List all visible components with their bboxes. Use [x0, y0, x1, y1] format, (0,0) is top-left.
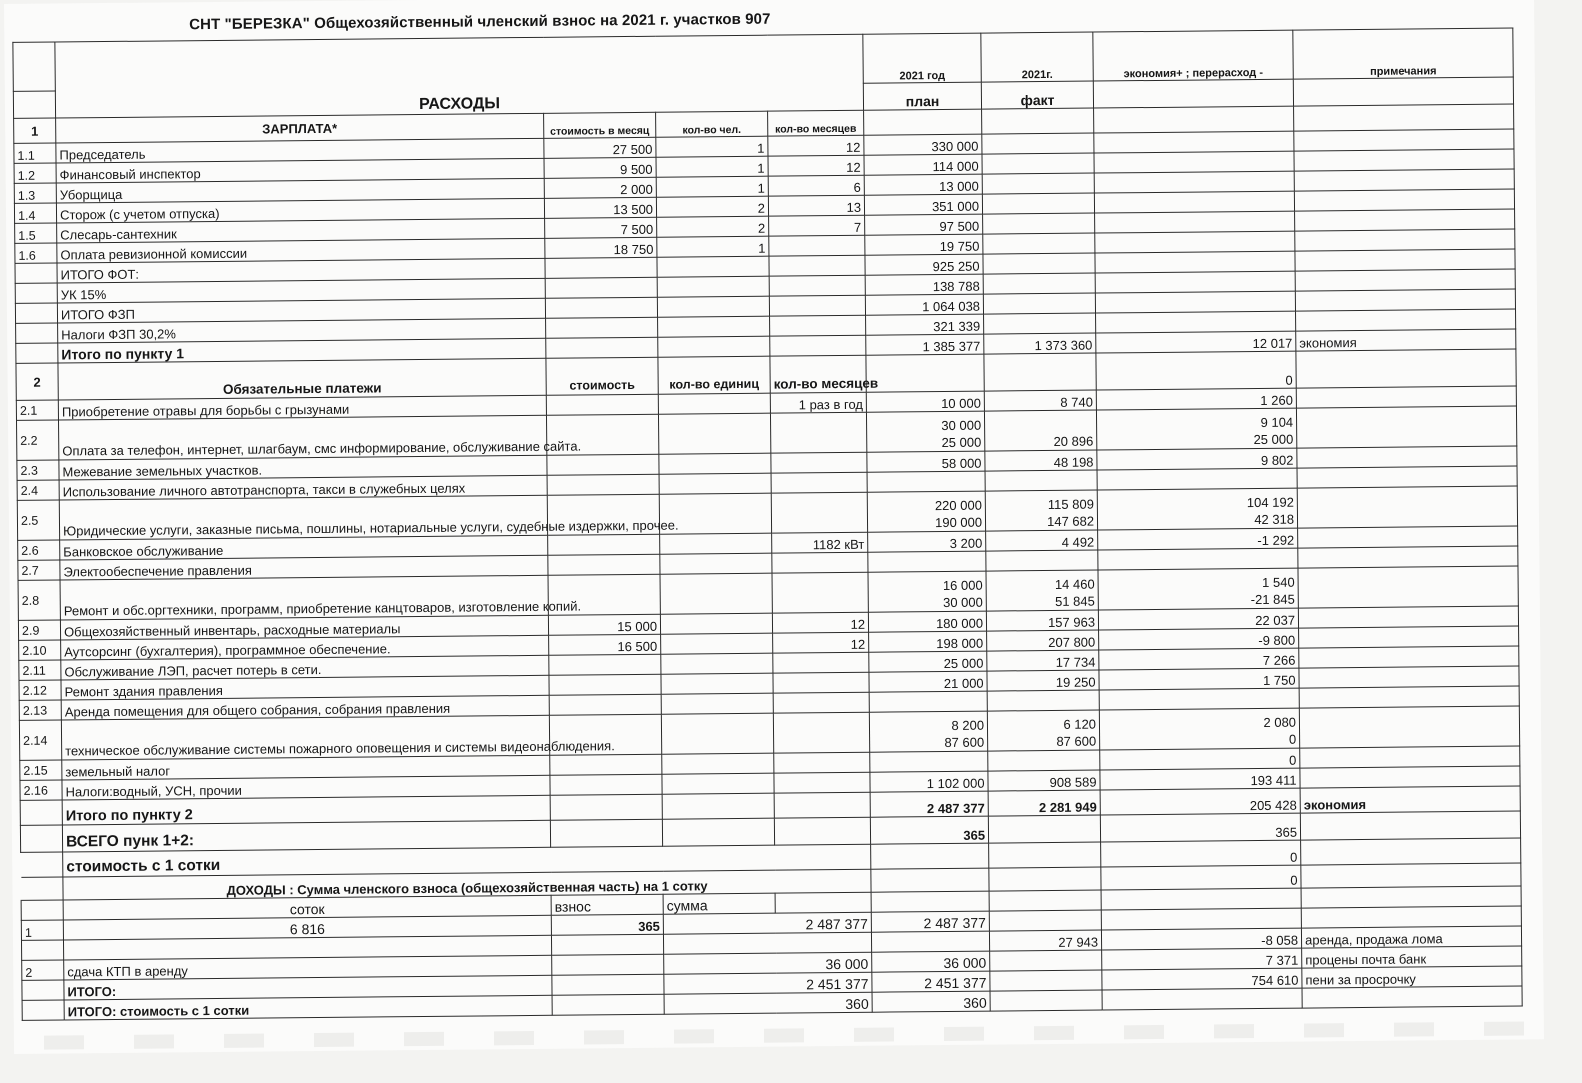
- row-months: 12: [773, 632, 869, 653]
- section2-number: 2: [16, 363, 58, 400]
- row-name: Использование личного автотранспорта, такси в служебных целях: [59, 475, 547, 500]
- row-note: [1299, 686, 1519, 708]
- row-note: [1296, 386, 1516, 408]
- row-plan: 8 200 87 600: [869, 711, 987, 752]
- income-vznos: [552, 974, 664, 995]
- income-vznos: [551, 934, 663, 955]
- row-name: Аренда помещения для общего собрания, собрания правления: [61, 695, 549, 720]
- row-note: [1298, 526, 1518, 548]
- income-econ: 7 371: [1102, 948, 1302, 970]
- row-months: 12: [772, 612, 868, 633]
- uk-plan: 138 788: [865, 274, 983, 295]
- row-units: [661, 653, 773, 674]
- income-econ: [1101, 908, 1301, 930]
- section1-number: 1: [14, 118, 56, 143]
- row-index: 2.16: [20, 780, 62, 800]
- row-fact: 20 896: [984, 410, 1096, 451]
- row-econ: -1 292: [1098, 528, 1298, 550]
- income-fact: [990, 990, 1102, 1011]
- income-plan: 360: [872, 991, 990, 1012]
- row-name: Ремонт и обс.оргтехники, программ, приобретение канцтоваров, изготовление копий.: [60, 575, 548, 620]
- row-units: [661, 673, 773, 694]
- table-row: 1.5 Слесарь-сантехник 7 500 2 7 97 500: [15, 209, 1515, 243]
- row-months: [771, 472, 867, 493]
- row-plan: [870, 751, 988, 772]
- income-note: [1301, 906, 1521, 928]
- row-econ: -9 800: [1099, 628, 1299, 650]
- row-cost: [546, 394, 658, 415]
- row-index: 2.14: [19, 720, 61, 760]
- row-cost: [549, 654, 661, 675]
- row-name: Межевание земельных участков.: [59, 455, 547, 480]
- income-name: сдача КТП в аренду: [64, 955, 552, 980]
- income-summa: [663, 932, 871, 954]
- row-econ: [1099, 688, 1299, 710]
- section1-total-fact: 1 373 360: [984, 333, 1096, 354]
- table-row: 1.6 Оплата ревизионной комиссии 18 750 1 19 750: [15, 229, 1515, 263]
- section1-total-econ: 12 017: [1096, 331, 1296, 353]
- row-cost: 15 000: [548, 614, 660, 635]
- row-plan: 58 000: [867, 451, 985, 472]
- row-name: Аутсорсинг (бухгалтерия), программное обеспечение.: [61, 635, 549, 660]
- row-units: [658, 413, 770, 454]
- row-note: [1299, 706, 1519, 748]
- tax-label: Налоги ФЗП 30,2%: [58, 318, 546, 343]
- income-plan: 2 487 377: [871, 911, 989, 932]
- row-note: [1299, 646, 1519, 668]
- income-note: [1302, 986, 1522, 1008]
- row-econ: 9 802: [1097, 448, 1297, 470]
- row-index: 2.8: [18, 580, 60, 620]
- row-econ: [1097, 468, 1297, 490]
- row-note: [1297, 446, 1517, 468]
- income-vznos: 365: [551, 914, 663, 935]
- row-index: 2.4: [17, 480, 59, 500]
- fzp-plan: 1 064 038: [865, 294, 983, 315]
- row-index: 2.3: [17, 460, 59, 480]
- row-note: [1298, 606, 1518, 628]
- income-vznos: [552, 994, 664, 1015]
- row-name: Налоги:водный, УСН, прочии: [62, 775, 550, 800]
- row-plan: 10 000: [866, 391, 984, 412]
- col-cost-month: стоимость в месяц: [544, 112, 656, 138]
- row-months: [771, 452, 867, 473]
- row-plan: 21 000: [869, 671, 987, 692]
- row-plan: 16 000 30 000: [868, 571, 986, 612]
- row-cost: 16 500: [549, 634, 661, 655]
- col-vznos: взнос: [551, 894, 663, 915]
- row-cost: [548, 554, 660, 575]
- row-econ: 7 266: [1099, 648, 1299, 670]
- row-units: [662, 773, 774, 794]
- section2-total-plan: 2 487 377: [870, 791, 988, 817]
- col-people: кол-во чел.: [656, 111, 768, 137]
- row-fact: 17 734: [987, 650, 1099, 671]
- row-plan: 30 000 25 000: [867, 411, 985, 452]
- row-fact: 6 120 87 600: [987, 710, 1099, 751]
- uk-label: УК 15%: [57, 278, 545, 303]
- row-fact: 4 492: [986, 530, 1098, 551]
- income-summa: 2 487 377: [663, 912, 871, 934]
- income-econ: [1102, 988, 1302, 1010]
- tax-plan: 321 339: [866, 314, 984, 335]
- income-plan: 2 451 377: [872, 971, 990, 992]
- row-index: 2.13: [19, 700, 61, 720]
- row-months: [772, 572, 868, 613]
- economy-header: экономия+ ; перерасход -: [1093, 30, 1293, 81]
- income-index: [21, 940, 63, 960]
- row-name: Банковское обслуживание: [60, 535, 548, 560]
- row-note: [1299, 666, 1519, 688]
- row-plan: [869, 691, 987, 712]
- row-note: [1297, 466, 1517, 488]
- row-plan: [867, 471, 985, 492]
- table-row: 1.3 Уборщица 2 000 1 6 13 000: [14, 169, 1514, 203]
- row-name: Общехозяйственный инвентарь, расходные материалы: [60, 615, 548, 640]
- row-months: [773, 712, 869, 753]
- row-econ: 1 260: [1096, 388, 1296, 410]
- income-index: 1: [21, 920, 63, 940]
- row-fact: 908 589: [988, 770, 1100, 791]
- plan-header: план: [863, 82, 981, 110]
- row-econ: 193 411: [1100, 768, 1300, 790]
- row-months: [773, 652, 869, 673]
- row-units: [661, 713, 773, 754]
- row-plan: 180 000: [868, 611, 986, 632]
- row-econ: 0: [1100, 748, 1300, 770]
- row-fact: [987, 690, 1099, 711]
- col-sotok: соток: [63, 895, 551, 920]
- income-note: аренда, продажа лома: [1301, 926, 1521, 948]
- grand-total-econ: 365: [1100, 813, 1300, 842]
- row-units: [659, 453, 771, 474]
- row-index: 2.7: [18, 560, 60, 580]
- row-fact: [986, 550, 1098, 571]
- row-units: [660, 533, 772, 554]
- income-index: 2: [22, 960, 64, 980]
- income-title-econ: 0: [1101, 865, 1301, 890]
- row-name: техническое обслуживание системы пожарного оповещения и системы видеонаблюдения.: [61, 715, 549, 760]
- income-name: ИТОГО:: [64, 975, 552, 1000]
- row-index: 2.2: [16, 420, 58, 460]
- col-months-2: кол-во месяцев: [770, 355, 866, 393]
- row-econ: 9 104 25 000: [1096, 408, 1296, 450]
- fot-label: ИТОГО ФОТ:: [57, 258, 545, 283]
- year-fact-header: 2021г.: [981, 32, 1093, 82]
- section1-total-label: Итого по пункту 1: [58, 338, 546, 363]
- sotka-label: стоимость с 1 сотки: [63, 844, 871, 877]
- income-econ: -8 058: [1101, 928, 1301, 950]
- income-index: [22, 980, 64, 1000]
- col-cost: стоимость: [546, 357, 658, 395]
- row-index: 2.11: [19, 660, 61, 680]
- income-note: процены почта банк: [1302, 946, 1522, 968]
- table-row: 1.4 Сторож (с учетом отпуска) 13 500 2 13 351 000: [14, 189, 1514, 223]
- document-sheet: [4, 0, 1544, 1054]
- row-note: [1298, 546, 1518, 568]
- fzp-label: ИТОГО ФЗП: [57, 298, 545, 323]
- income-note: пени за просрочку: [1302, 966, 1522, 988]
- row-plan: [868, 551, 986, 572]
- row-note: [1296, 406, 1516, 448]
- section1-total-plan: 1 385 377: [866, 334, 984, 355]
- row-months: 1 раз в год: [770, 392, 866, 413]
- income-summa: 360: [664, 992, 872, 1014]
- row-note: [1298, 566, 1518, 608]
- row-index: 2.5: [17, 500, 59, 540]
- income-name: 6 816: [63, 915, 551, 940]
- row-units: [661, 693, 773, 714]
- row-plan: 3 200: [868, 531, 986, 552]
- row-index: 2.1: [16, 400, 58, 420]
- income-fact: [990, 970, 1102, 991]
- row-econ: [1098, 548, 1298, 570]
- row-fact: 14 460 51 845: [986, 570, 1098, 611]
- income-fact: [990, 950, 1102, 971]
- row-name: Электообеспечение правления: [60, 555, 548, 580]
- table-row: 1.1 Председатель 27 500 1 12 330 000: [14, 129, 1514, 163]
- section1-title: ЗАРПЛАТА*: [56, 113, 544, 143]
- row-index: 2.10: [19, 640, 61, 660]
- row-econ: 104 192 42 318: [1097, 488, 1297, 530]
- row-fact: 207 800: [987, 630, 1099, 651]
- sotka-econ: 0: [1101, 840, 1301, 867]
- row-fact: 157 963: [986, 610, 1098, 631]
- row-units: [659, 473, 771, 494]
- section2-title: Обязательные платежи: [58, 358, 546, 400]
- row-plan: 1 102 000: [870, 771, 988, 792]
- row-econ: 1 540 -21 845: [1098, 568, 1298, 610]
- row-econ: 1 750: [1099, 668, 1299, 690]
- row-units: [660, 573, 772, 614]
- scan-smudge: [44, 1021, 1544, 1049]
- row-cost: [550, 774, 662, 795]
- row-index: 2.9: [18, 620, 60, 640]
- col-months: кол-во месяцев: [768, 110, 864, 136]
- budget-table: [12, 28, 1522, 1021]
- row-fact: [985, 470, 1097, 491]
- fot-plan: 925 250: [865, 254, 983, 275]
- row-units: [660, 553, 772, 574]
- row-cost: [547, 454, 659, 475]
- row-cost: [549, 674, 661, 695]
- income-summa: 36 000: [664, 952, 872, 974]
- row-plan: 25 000: [869, 651, 987, 672]
- row-cost: [549, 694, 661, 715]
- row-months: [773, 692, 869, 713]
- income-fact: [989, 910, 1101, 931]
- income-fact: 27 943: [989, 930, 1101, 951]
- table-row: 1.2 Финансовый инспектор 9 500 1 12 114 000: [14, 149, 1514, 183]
- row-name: Оплата за телефон, интернет, шлагбаум, смс информирование, обслуживание сайта.: [58, 415, 546, 460]
- income-title: ДОХОДЫ : Сумма членского взноса (общехозяйственная часть) на 1 сотку: [63, 869, 871, 900]
- row-months: 1182 кВт: [772, 532, 868, 553]
- income-vznos: [552, 954, 664, 975]
- row-months: [771, 492, 867, 533]
- document-title: СНТ "БЕРЕЗКА" Общехозяйственный членский взнос на 2021 г. участков 907: [189, 10, 771, 34]
- row-name: Юридические услуги, заказные письма, пошлины, нотариальные услуги, судебные издержки, прочее.: [59, 495, 547, 540]
- section1-total-note: экономия: [1296, 329, 1516, 351]
- row-fact: [988, 750, 1100, 771]
- row-index: 2.6: [18, 540, 60, 560]
- row-units: [662, 753, 774, 774]
- row-cost: [547, 474, 659, 495]
- row-plan: 220 000 190 000: [867, 491, 985, 532]
- row-fact: 19 250: [987, 670, 1099, 691]
- row-name: земельный налог: [62, 755, 550, 780]
- row-plan: 198 000: [869, 631, 987, 652]
- row-fact: 48 198: [985, 450, 1097, 471]
- row-note: [1299, 626, 1519, 648]
- row-note: [1297, 486, 1517, 528]
- section2-head-econ: 0: [1096, 351, 1296, 390]
- income-plan: [871, 931, 989, 952]
- row-name: Обслуживание ЛЭП, расчет потерь в сети.: [61, 655, 549, 680]
- grand-total-label: ВСЕГО пунк 1+2:: [62, 820, 550, 852]
- row-units: [658, 393, 770, 414]
- row-months: [774, 772, 870, 793]
- year-plan-header: 2021 год: [863, 33, 981, 83]
- income-name: ИТОГО: стоимость с 1 сотки: [64, 995, 552, 1020]
- expenses-header: РАСХОДЫ: [55, 34, 864, 118]
- income-econ: 754 610: [1102, 968, 1302, 990]
- row-index: 2.15: [20, 760, 62, 780]
- row-name: Ремонт здания правления: [61, 675, 549, 700]
- section2-total-econ: 205 428: [1100, 788, 1300, 815]
- income-index: [22, 1000, 64, 1020]
- income-summa: 2 451 377: [664, 972, 872, 994]
- row-note: [1300, 766, 1520, 788]
- income-plan: 36 000: [872, 951, 990, 972]
- grand-total-plan: 365: [870, 816, 988, 844]
- row-note: [1300, 746, 1520, 768]
- row-econ: 2 080 0: [1099, 708, 1299, 750]
- notes-header: примечания: [1293, 28, 1513, 79]
- col-units: кол-во единиц: [658, 356, 770, 394]
- section2-total-label: Итого по пункту 2: [62, 795, 550, 825]
- fact-header: факт: [981, 81, 1093, 109]
- row-cost: [550, 754, 662, 775]
- row-name: Приобретение отравы для борьбы с грызунами: [58, 395, 546, 420]
- section2-total-note: экономия: [1300, 786, 1520, 813]
- row-fact: 115 809 147 682: [985, 490, 1097, 531]
- col-summa: сумма: [663, 893, 775, 914]
- row-months: [774, 752, 870, 773]
- row-units: [661, 633, 773, 654]
- row-fact: 8 740: [984, 390, 1096, 411]
- row-index: 2.12: [19, 680, 61, 700]
- row-months: [773, 672, 869, 693]
- row-months: [770, 412, 866, 453]
- row-econ: 22 037: [1098, 608, 1298, 630]
- row-months: [772, 552, 868, 573]
- row-units: [660, 613, 772, 634]
- section2-total-fact: 2 281 949: [988, 790, 1100, 816]
- row-cost: [548, 534, 660, 555]
